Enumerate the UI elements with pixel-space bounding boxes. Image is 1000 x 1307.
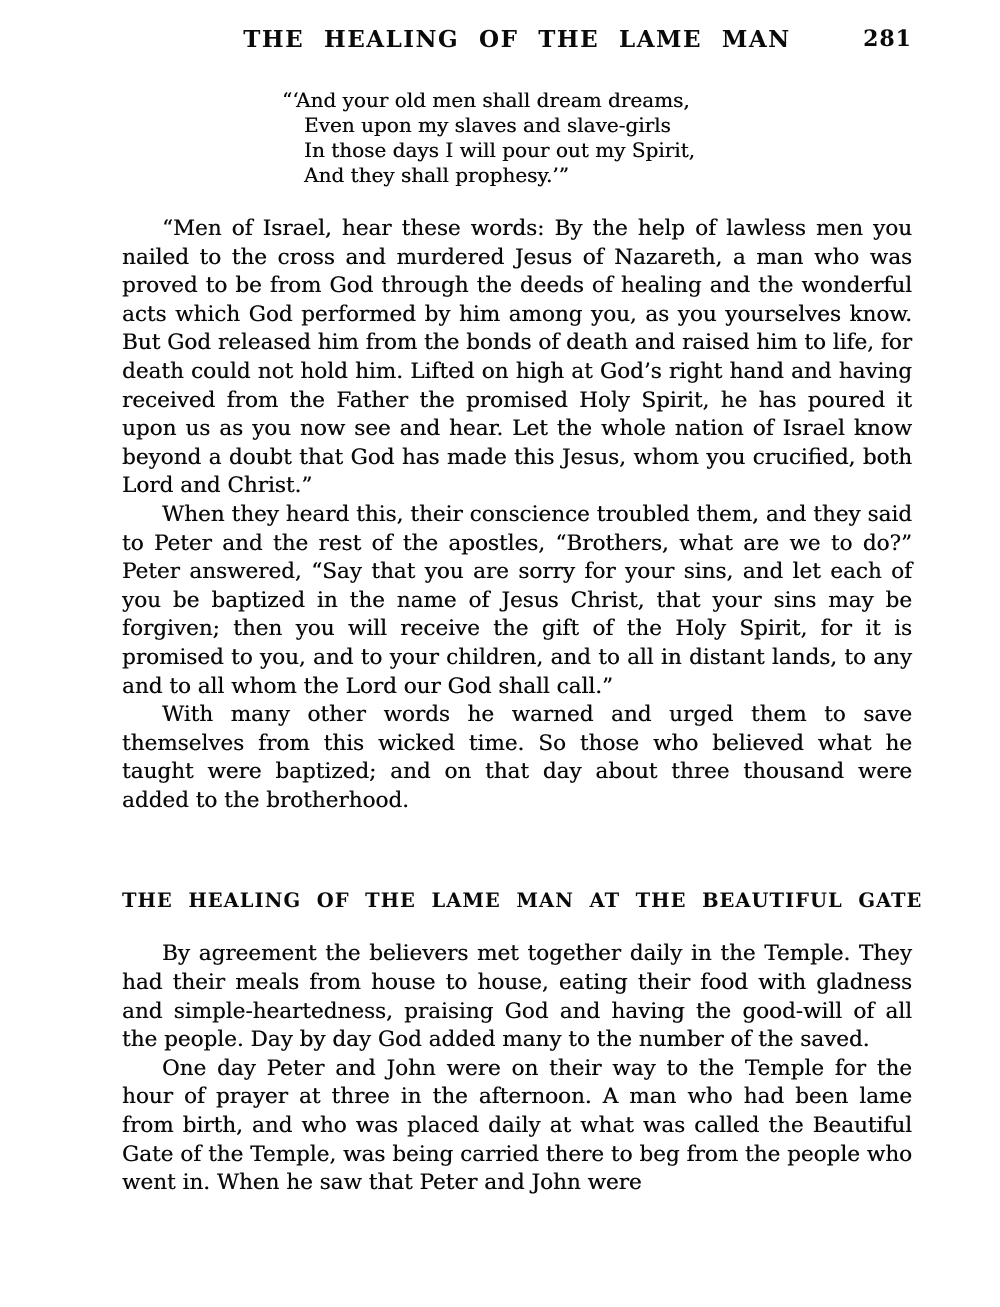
running-title: THE HEALING OF THE LAME MAN xyxy=(243,26,791,53)
paragraph-believers-daily: By agreement the believers met together daily in the Temple. They had their meals from house to house, eating their food with gladness and simple-heartedness, praising God and having the good-will of all the people. Day by day God added many to the number of the saved. xyxy=(122,941,912,1053)
paragraph-crowd-response: When they heard this, their conscience troubled them, and they said to Peter and the rest of the apostles, “Brothers, what are we to do?” Peter answered, “Say that you are sorry for your sins, and let each of you be baptized in the name of Jesus Christ, that your sins may be forgiven; then you will receive the gift of the Holy Spirit, for it is promised to you, and to your children, and to all in distant lands, to any and to all whom the Lord our God shall call.” xyxy=(122,501,912,699)
verse-line: In those days I will pour out my Spirit, xyxy=(304,138,695,162)
page-number: 281 xyxy=(863,26,912,52)
text-column xyxy=(122,26,923,1198)
section-heading: THE HEALING OF THE LAME MAN AT THE BEAUTIFUL GATE xyxy=(122,889,923,913)
verse-line: “‘And your old men shall dream dreams, xyxy=(282,88,690,112)
verse-line: Even upon my slaves and slave-girls xyxy=(304,113,671,137)
page-header xyxy=(122,26,912,62)
paragraph-three-thousand: With many other words he warned and urged them to save themselves from this wicked time. So those who believed what he taught were baptized; and on that day about three thousand were added to the brotherhood. xyxy=(122,702,912,813)
paragraph-peter-speech: “Men of Israel, hear these words: By the help of lawless men you nailed to the cross and murdered Jesus of Nazareth, a man who was proved to be from God through the deeds of healing and the wonderful acts which God performed by him among you, as you yourselves know. But God released him from the bonds of death and raised him to life, for death could not hold him. Lifted on high at God’s right hand and having received from the Father the promised Holy Spirit, he has poured it upon us as you now see and hear. Let the whole nation of Israel know beyond a doubt that God has made this Jesus, whom you crucified, both Lord and Christ.” xyxy=(122,216,912,499)
paragraph-peter-john-temple: One day Peter and John were on their way to the Temple for the hour of prayer at three in the afternoon. A man who had been lame from birth, and who was placed daily at what was called the Beautiful Gate of the Temple, was being carried there to beg from the people who went in. When he saw that Peter and John were xyxy=(122,1055,912,1196)
verse-block xyxy=(282,88,912,188)
verse-line: And they shall prophesy.’” xyxy=(304,163,569,187)
